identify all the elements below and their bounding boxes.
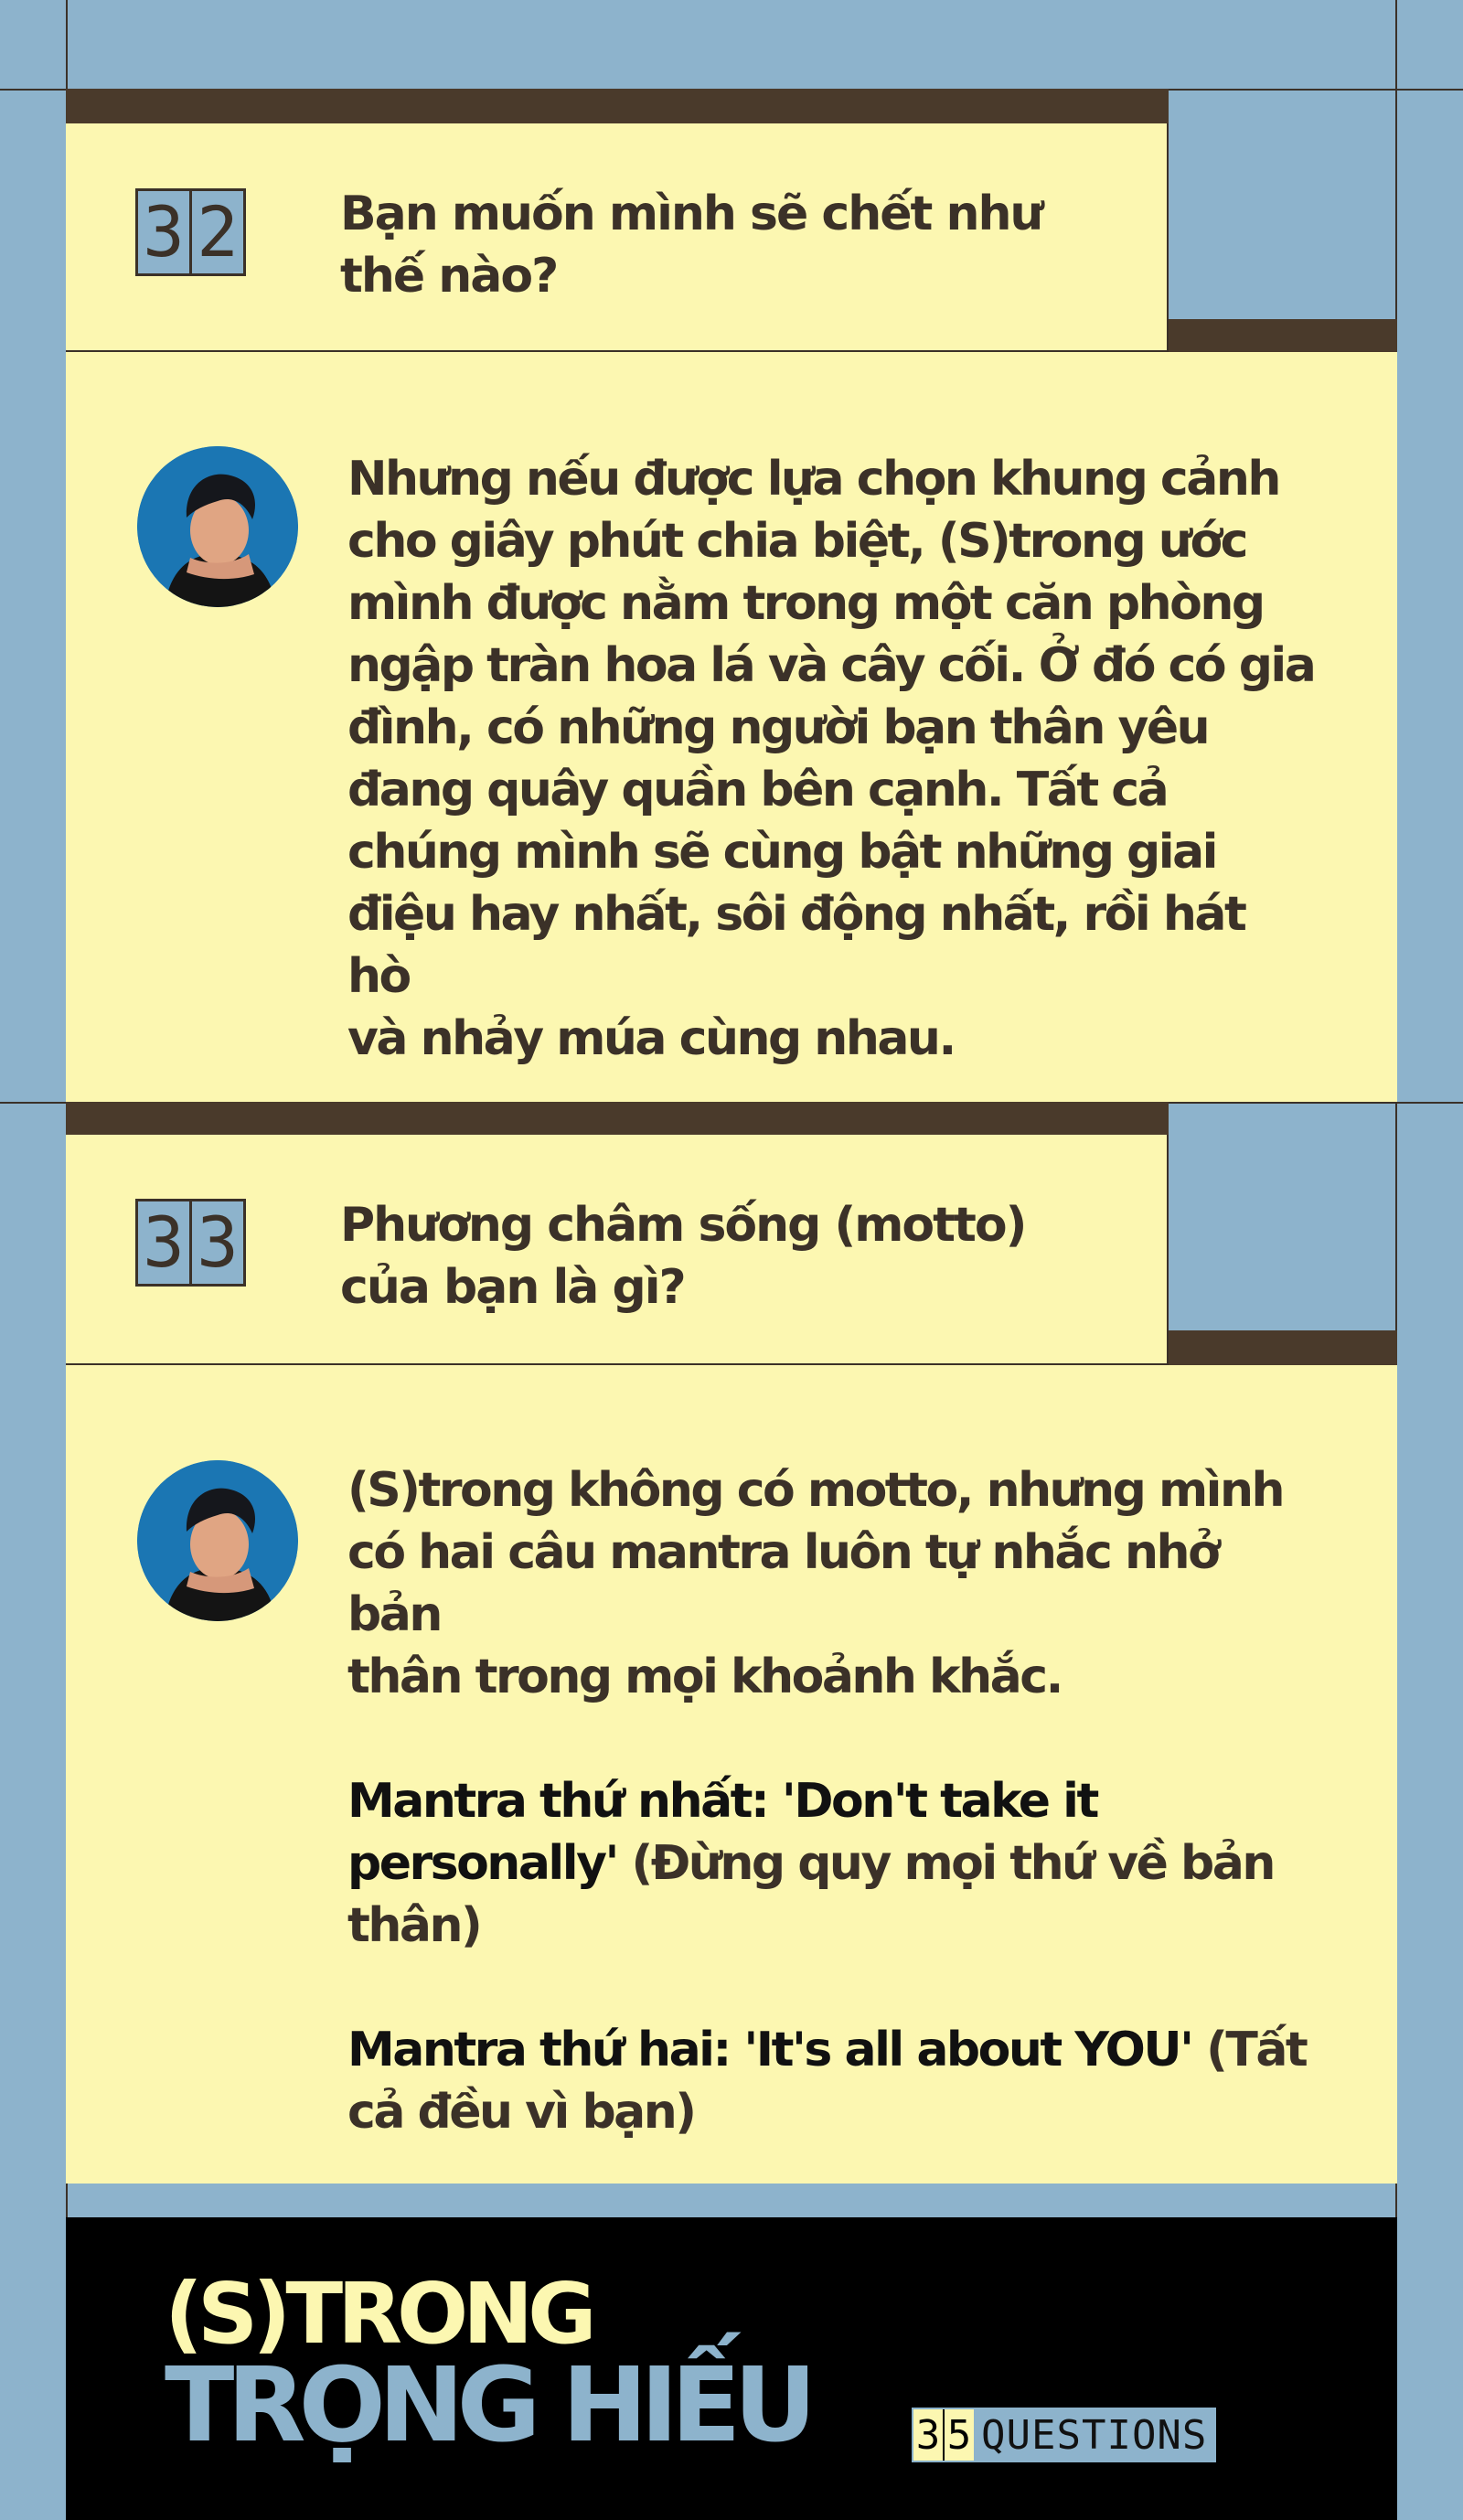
logo-name: TRỌNG HIẾU bbox=[165, 2346, 810, 2465]
q32-number bbox=[135, 188, 246, 276]
q32-answer bbox=[347, 448, 1317, 1070]
q33-top-bar bbox=[66, 1102, 1169, 1135]
avatar-portrait-icon bbox=[137, 1460, 298, 1621]
questions-badge bbox=[912, 2408, 1216, 2462]
mantra-1-title: personally' bbox=[347, 1836, 617, 1891]
q32-question bbox=[340, 183, 1090, 307]
answer-line: chúng mình sẽ cùng bật những giai bbox=[347, 825, 1217, 880]
answer-paragraph bbox=[347, 1459, 1317, 1708]
q32-top-bar bbox=[66, 89, 1169, 123]
q32-question-line: thế nào? bbox=[340, 249, 558, 304]
badge-digit: 5 bbox=[943, 2409, 974, 2461]
answer-line: ngập tràn hoa lá và cây cối. Ở đó có gia bbox=[347, 638, 1315, 693]
q33-side-bar bbox=[1169, 1330, 1397, 1365]
q33-digit: 3 bbox=[189, 1201, 243, 1284]
q33-answer bbox=[347, 1459, 1317, 2143]
mantra-1-translation: thân) bbox=[347, 1898, 481, 1953]
avatar bbox=[137, 1460, 298, 1621]
answer-line: cho giây phút chia biệt, (S)trong ước bbox=[347, 514, 1246, 569]
mantra-2-title: Mantra thứ hai: 'It's all about YOU' bbox=[347, 2023, 1192, 2077]
badge-number bbox=[913, 2409, 974, 2461]
answer-line: Nhưng nếu được lựa chọn khung cảnh bbox=[347, 452, 1279, 507]
answer-line: đang quây quần bên cạnh. Tất cả bbox=[347, 763, 1168, 817]
mantra-1-translation: (Đừng quy mọi thứ về bản bbox=[616, 1836, 1274, 1891]
answer-line: điệu hay nhất, sôi động nhất, rồi hát hò bbox=[347, 887, 1245, 1004]
footer bbox=[66, 2217, 1397, 2520]
mantra-1 bbox=[347, 1770, 1317, 1957]
q32-digit: 3 bbox=[143, 191, 185, 272]
mantra-1-title: Mantra thứ nhất: 'Don't take it bbox=[347, 1774, 1097, 1829]
q33-question-line: Phương châm sống (motto) bbox=[340, 1198, 1026, 1253]
answer-line: (S)trong không có motto, nhưng mình bbox=[347, 1463, 1284, 1518]
answer-line: mình được nằm trong một căn phòng bbox=[347, 576, 1264, 631]
badge-label: QUESTIONS bbox=[974, 2409, 1214, 2461]
q33-question-line: của bạn là gì? bbox=[340, 1260, 685, 1315]
mantra-2-translation: (Tất bbox=[1191, 2023, 1307, 2077]
answer-line: có hai câu mantra luôn tự nhắc nhở bản bbox=[347, 1525, 1219, 1642]
answer-line: thân trong mọi khoảnh khắc. bbox=[347, 1650, 1062, 1704]
mantra-2 bbox=[347, 2019, 1317, 2143]
answer-line: và nhảy múa cùng nhau. bbox=[347, 1011, 955, 1066]
logo-strong: (S)TRONG bbox=[165, 2265, 592, 2363]
q32-question-line: Bạn muốn mình sẽ chết như bbox=[340, 187, 1042, 241]
q33-question bbox=[340, 1194, 1090, 1319]
q32-side-bar bbox=[1169, 319, 1397, 352]
mantra-2-translation: cả đều vì bạn) bbox=[347, 2085, 695, 2140]
q33-digit: 3 bbox=[143, 1201, 185, 1283]
q32-digit: 2 bbox=[189, 191, 243, 273]
answer-line: đình, có những người bạn thân yêu bbox=[347, 700, 1209, 755]
avatar bbox=[137, 446, 298, 607]
avatar-portrait-icon bbox=[137, 446, 298, 607]
badge-digit: 3 bbox=[913, 2409, 943, 2461]
q33-number bbox=[135, 1199, 246, 1287]
